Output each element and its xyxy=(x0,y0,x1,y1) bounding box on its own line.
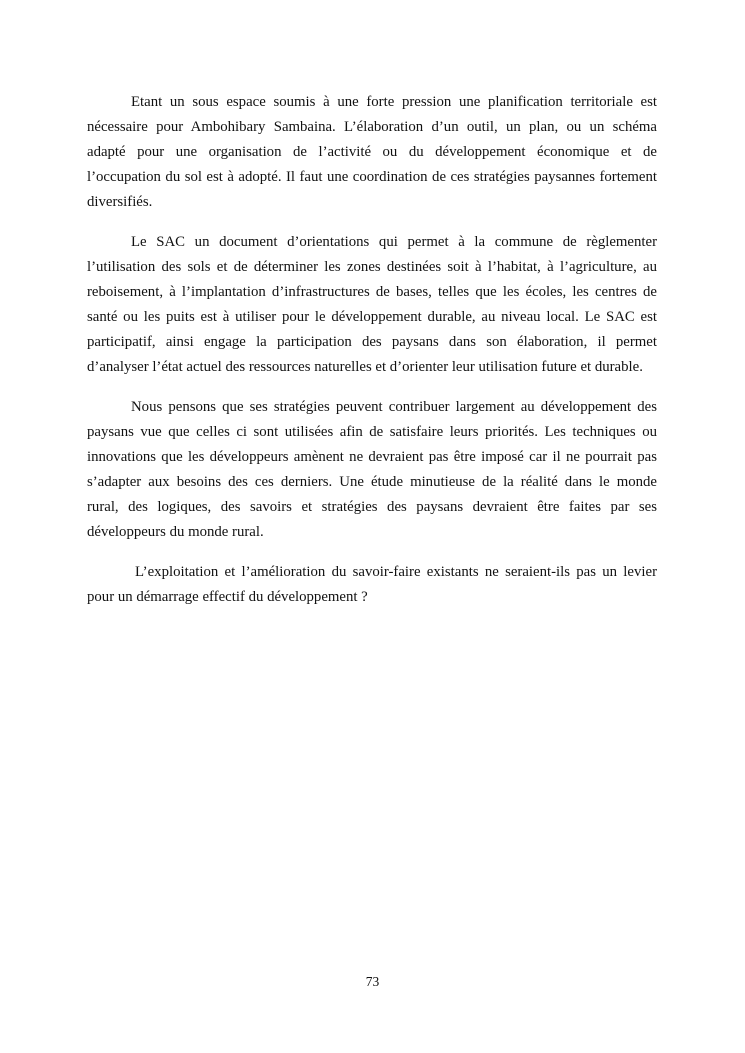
text-line: l’occupation du sol est à adopté. Il faut une coordination de ces stratégies paysannes fortement xyxy=(87,169,657,185)
text-line: reboisement, à l’implantation d’infrastructures de bases, telles que les écoles, les centres de xyxy=(87,284,657,300)
text-line: Le SAC un document d’orientations qui permet à la commune de règlementer xyxy=(131,234,657,250)
document-body xyxy=(87,90,657,625)
text-line: paysans vue que celles ci sont utilisées afin de satisfaire leurs priorités. Les techniques ou xyxy=(87,424,657,440)
paragraph xyxy=(87,560,657,610)
text-line: s’adapter aux besoins des ces derniers. Une étude minutieuse de la réalité dans le monde xyxy=(87,474,657,490)
paragraph xyxy=(87,90,657,215)
text-line: participatif, ainsi engage la participation des paysans dans son élaboration, il permet xyxy=(87,334,657,350)
text-line: l’utilisation des sols et de déterminer les zones destinées soit à l’habitat, à l’agriculture, au xyxy=(87,259,657,275)
text-line: L’exploitation et l’amélioration du savoir-faire existants ne seraient-ils pas un levier xyxy=(135,564,657,580)
text-line: diversifiés. xyxy=(87,194,153,210)
text-line: d’analyser l’état actuel des ressources naturelles et d’orienter leur utilisation future et durable. xyxy=(87,359,643,375)
text-line: Etant un sous espace soumis à une forte pression une planification territoriale est xyxy=(131,94,657,110)
text-line: innovations que les développeurs amènent ne devraient pas être imposé car il ne pourrait pas xyxy=(87,449,657,465)
page-number: 73 xyxy=(365,974,380,989)
text-line: rural, des logiques, des savoirs et stratégies des paysans devraient être faites par ses xyxy=(87,499,657,515)
paragraph xyxy=(87,230,657,380)
text-line: santé ou les puits est à utiliser pour le développement durable, au niveau local. Le SAC est xyxy=(87,309,657,325)
text-line: pour un démarrage effectif du développement ? xyxy=(87,589,368,605)
text-line: développeurs du monde rural. xyxy=(87,524,264,540)
text-line: Nous pensons que ses stratégies peuvent contribuer largement au développement des xyxy=(131,399,657,415)
text-line: adapté pour une organisation de l’activité ou du développement économique et de xyxy=(87,144,657,160)
paragraph xyxy=(87,395,657,545)
text-line: nécessaire pour Ambohibary Sambaina. L’élaboration d’un outil, un plan, ou un schéma xyxy=(87,119,657,135)
